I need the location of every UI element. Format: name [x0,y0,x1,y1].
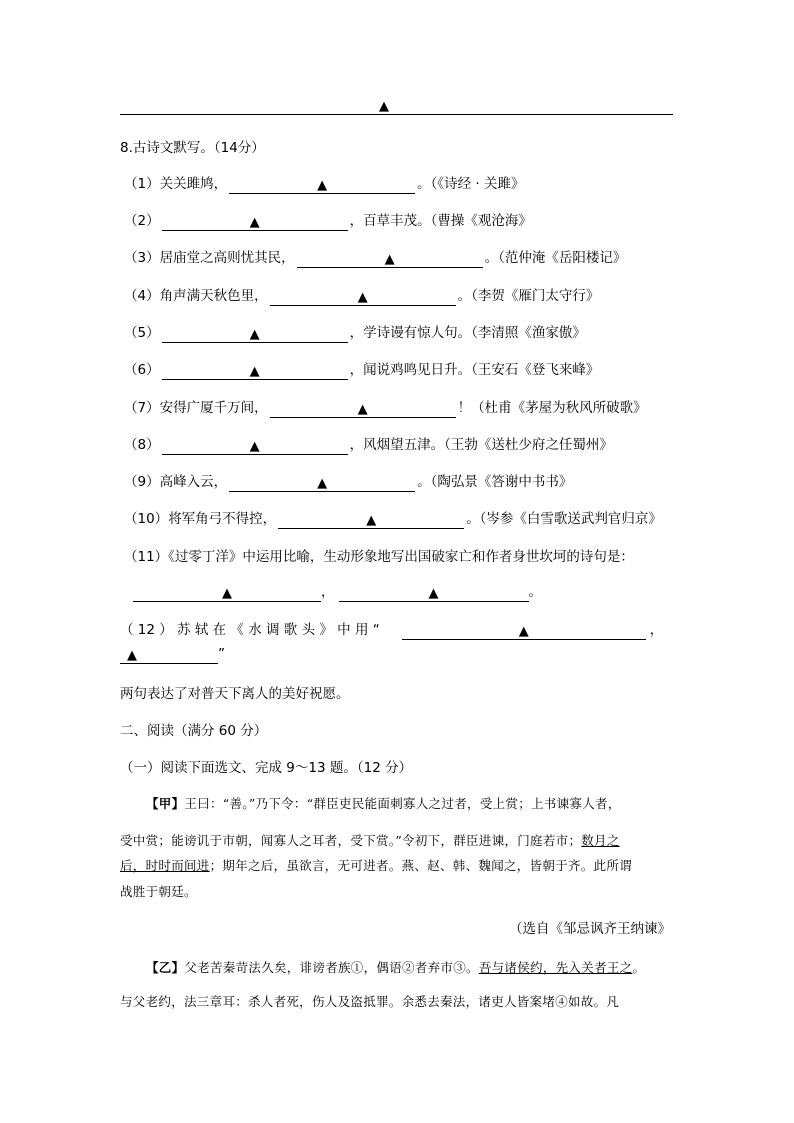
jia-line-3: 后，时时而间进；期年之后，虽欲言，无可进者。燕、赵、韩、魏闻之，皆朝于齐。此所谓 [120,858,633,873]
yi-label: 【乙】 [146,960,185,975]
triangle-marker-icon: ▲ [249,215,260,230]
triangle-marker-icon: ▲ [249,364,260,379]
answer-blank[interactable] [297,251,483,268]
jia-label: 【甲】 [146,796,185,811]
answer-blank[interactable] [133,585,321,602]
item-prefix: 安得广厦千万间， [159,400,268,416]
q12-comma: ， [649,622,664,638]
underlined-phrase: 后，时时而间进 [120,858,210,873]
item-suffix: ！（杜甫《茅屋为秋风所破歌》 [457,400,647,416]
poem-item-1 [124,174,524,194]
section-2-title: 二、阅读（满分 60 分） [120,723,268,739]
poem-item-8 [124,435,613,455]
answer-blank[interactable] [162,438,348,455]
poem-item-4 [124,286,599,306]
question-12-line [120,620,663,640]
question-12-line2 [120,644,225,664]
item-suffix: ，学诗谩有惊人句。（李清照《渔家傲》 [349,325,586,341]
jia-line-2: 受中赏；能谤讥于市朝，闻寡人之耳者，受下赏。”令初下，群臣进谏，门庭若市；数月之 [120,833,620,848]
item-number: （4） [124,288,160,304]
item-prefix: 高峰入云， [159,474,228,490]
item-suffix: ，闻说鸡鸣见日升。（王安石《登飞来峰》 [349,362,600,378]
item-suffix: 。（陶弘景《答谢中书书》 [417,474,573,490]
triangle-marker-icon: ▲ [317,178,328,193]
poem-item-9 [124,472,572,492]
triangle-marker-icon: ▲ [366,513,377,528]
triangle-marker-icon: ▲ [317,476,328,491]
poem-item-7 [124,398,647,418]
top-answer-line [120,114,673,115]
answer-blank[interactable] [270,401,456,418]
item-number: （8） [124,437,160,453]
jia-source: （选自《邹忌讽齐王纳谏》 [509,921,671,937]
triangle-marker-icon: ▲ [222,586,232,601]
triangle-marker-icon: ▲ [379,99,389,114]
item-number: （10） [124,511,169,527]
question-12-text: （ 12 ） 苏 轼 在 《 水 调 歌 头 》 中 用 “ [120,622,380,638]
triangle-marker-icon: ▲ [518,624,529,639]
underlined-phrase: 吾与诸侯约，先入关者王之 [478,960,633,975]
triangle-marker-icon: ▲ [249,327,260,342]
question-11-text: （11）《过零丁洋》中运用比喻，生动形象地写出国破家亡和作者身世坎坷的诗句是： [124,549,634,565]
item-suffix: ，百草丰茂。（曹操《观沧海》 [349,213,532,229]
q12-close-quote: ” [218,646,225,662]
q11-separator: ， [321,584,335,600]
q11-end: 。 [528,584,542,600]
underlined-phrase: 数月之 [581,833,620,848]
answer-blank[interactable] [339,585,529,602]
answer-blank[interactable] [278,512,464,529]
item-number: （6） [124,362,160,378]
item-suffix: ，风烟望五津。（王勃《送杜少府之任蜀州》 [349,437,613,453]
item-suffix: 。（《诗经 · 关雎》 [417,176,525,192]
item-suffix: 。（范仲淹《岳阳楼记》 [484,250,627,266]
answer-blank[interactable] [229,475,415,492]
answer-blank[interactable] [270,289,456,306]
triangle-marker-icon: ▲ [357,290,368,305]
item-prefix: 角声满天秋色里， [159,288,268,304]
item-number: （1） [124,176,160,192]
question-12-tail: 两句表达了对普天下离人的美好祝愿。 [120,686,350,702]
poem-item-6 [124,360,599,380]
item-number: （3） [124,250,160,266]
reading-1-title: （一）阅读下面选文、完成 9～13 题。（12 分） [120,760,413,776]
triangle-marker-icon: ▲ [127,648,137,663]
yi-line-1: 【乙】父老苦秦苛法久矣，诽谤者族①，偶语②者弃市③。吾与诸侯约，先入关者王之。 [146,960,646,975]
answer-blank[interactable] [229,177,415,194]
triangle-marker-icon: ▲ [249,439,260,454]
item-suffix: 。（李贺《雁门太守行》 [457,288,600,304]
item-prefix: 关关雎鸠， [159,176,228,192]
question-11-blanks [133,582,542,602]
poem-item-10 [124,509,662,529]
item-suffix: 。（岑参《白雪歌送武判官归京》 [466,511,662,527]
answer-blank[interactable] [162,326,348,343]
poem-item-2 [124,211,532,231]
poem-item-5 [124,323,586,343]
item-number: （5） [124,325,160,341]
triangle-marker-icon: ▲ [428,586,439,601]
question-8-title: 8.古诗文默写。（14分） [120,140,265,156]
answer-blank[interactable] [402,623,646,640]
jia-line-1: 【甲】王曰：“善。”乃下令：“群臣吏民能面刺寡人之过者，受上赏；上书谏寡人者， [146,796,621,811]
item-number: （2） [124,213,160,229]
triangle-marker-icon: ▲ [384,252,395,267]
item-number: （7） [124,400,160,416]
yi-line-2: 与父老约，法三章耳：杀人者死，伤人及盗抵罪。余悉去秦法，诸吏人皆案堵④如故。凡 [120,994,620,1009]
item-number: （9） [124,474,160,490]
item-prefix: 居庙堂之高则忧其民， [159,250,295,266]
answer-blank[interactable] [162,363,348,380]
answer-blank[interactable] [120,647,218,664]
item-prefix: 将军角弓不得控， [168,511,277,527]
jia-line-4: 战胜于朝廷。 [120,884,197,899]
poem-item-3 [124,248,626,268]
answer-blank[interactable] [162,214,348,231]
triangle-marker-icon: ▲ [357,402,368,417]
